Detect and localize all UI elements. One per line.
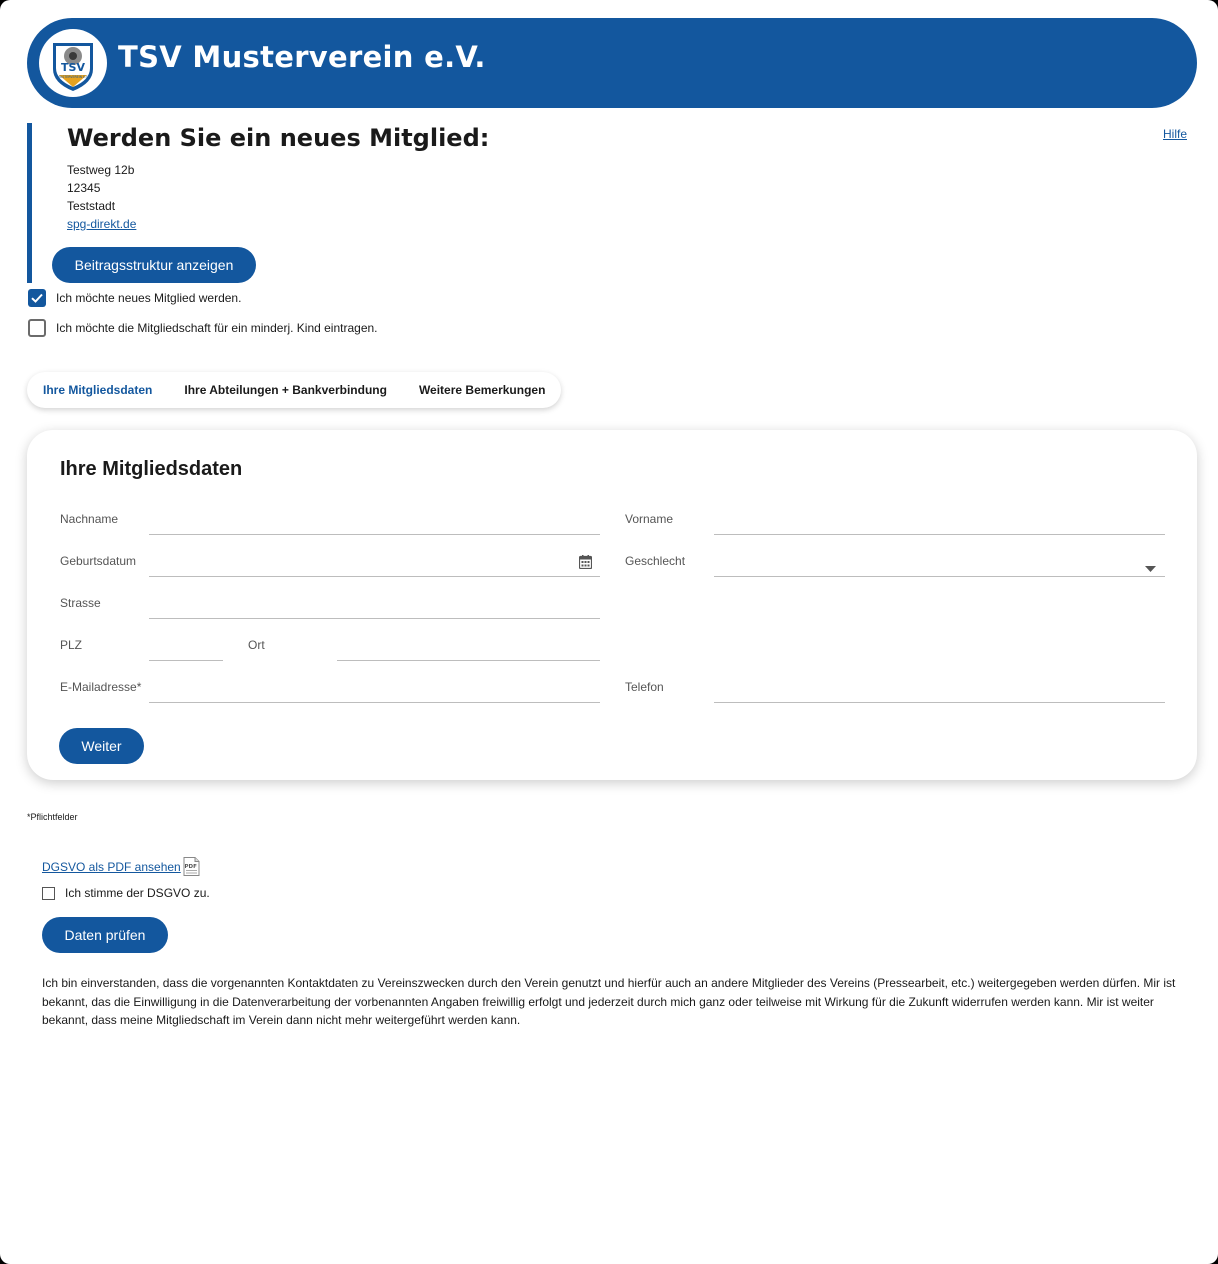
input-vorname[interactable] <box>714 534 1165 535</box>
website-link[interactable]: spg-direkt.de <box>67 217 137 231</box>
consent-text: Ich bin einverstanden, dass die vorgenannten Kontaktdaten zu Vereinszwecken durch den Verein genutzt und hierfür auch an andere Mitglieder des Vereins (Pressearbeit, etc.) weitergegeben werden dürfen. Mir ist bekannt, das die Einwilligung in die Datenverarbeitung der vorbenannten Angaben freiwillig erfolgt und jederzeit durch mich ganz oder teilweise mit Wirkung für die Zukunft widerrufen werden kann. Mir ist weiter bekannt, dass meine Mitgliedschaft im Verein dann nicht mehr weitergeführt werden kann. <box>42 976 1176 1027</box>
tab-departments-bank[interactable]: Ihre Abteilungen + Bankverbindung <box>184 383 387 397</box>
dsgvo-consent-row[interactable] <box>42 886 210 900</box>
label-strasse: Strasse <box>60 596 101 610</box>
input-plz[interactable] <box>149 660 223 661</box>
dsgvo-link-text[interactable]: DGSVO als PDF ansehen <box>42 859 181 874</box>
option-label: Ich möchte neues Mitglied werden. <box>56 291 242 305</box>
checkbox-unchecked[interactable] <box>28 319 46 337</box>
club-logo <box>39 29 107 97</box>
label-telefon: Telefon <box>625 680 664 694</box>
help-link[interactable]: Hilfe <box>1162 127 1187 141</box>
label-email: E-Mailadresse* <box>60 680 142 694</box>
label-ort: Ort <box>248 638 265 652</box>
dsgvo-checkbox-label: Ich stimme der DSGVO zu. <box>65 886 210 900</box>
dsgvo-pdf-link[interactable] <box>42 857 200 876</box>
address-street: Testweg 12b <box>67 163 135 177</box>
option-minor-child[interactable] <box>28 319 378 337</box>
form-title: Ihre Mitgliedsdaten <box>60 458 243 480</box>
label-plz: PLZ <box>60 638 83 652</box>
club-address <box>67 161 136 233</box>
select-geschlecht[interactable] <box>714 576 1165 577</box>
svg-text:MUSTERVEREIN E.V.: MUSTERVEREIN E.V. <box>57 75 89 79</box>
address-city: Teststadt <box>67 199 116 213</box>
dropdown-arrow-icon[interactable] <box>1145 559 1156 577</box>
option-label: Ich möchte die Mitgliedschaft für ein minderj. Kind eintragen. <box>56 321 378 335</box>
input-nachname[interactable] <box>149 534 600 535</box>
required-fields-note: *Pflichtfelder <box>27 812 78 822</box>
dsgvo-checkbox[interactable] <box>42 887 55 900</box>
next-button[interactable]: Weiter <box>59 728 144 764</box>
page-title: Werden Sie ein neues Mitglied: <box>67 124 490 152</box>
input-email[interactable] <box>149 702 600 703</box>
checkbox-checked[interactable] <box>28 289 46 307</box>
intro-accent-bar <box>27 123 32 283</box>
member-data-card <box>27 430 1197 780</box>
svg-text:PDF: PDF <box>184 864 197 870</box>
input-telefon[interactable] <box>714 702 1165 703</box>
label-geschlecht: Geschlecht <box>625 554 686 568</box>
calendar-icon[interactable] <box>579 555 592 574</box>
address-zip: 12345 <box>67 181 101 195</box>
option-new-member[interactable] <box>28 289 241 307</box>
pdf-icon <box>183 857 200 876</box>
input-ort[interactable] <box>337 660 600 661</box>
input-geburtsdatum[interactable] <box>149 576 600 577</box>
label-geburtsdatum: Geburtsdatum <box>60 554 137 568</box>
tab-remarks[interactable]: Weitere Bemerkungen <box>418 383 546 397</box>
label-nachname: Nachname <box>60 512 119 526</box>
fee-structure-button[interactable]: Beitragsstruktur anzeigen <box>52 247 256 283</box>
club-title: TSV Musterverein e.V. <box>118 40 486 74</box>
check-icon <box>30 291 44 305</box>
header-bar <box>27 18 1197 108</box>
svg-text:TSV: TSV <box>61 61 85 74</box>
check-data-button[interactable]: Daten prüfen <box>42 917 168 953</box>
input-strasse[interactable] <box>149 618 600 619</box>
tab-member-data[interactable]: Ihre Mitgliedsdaten <box>43 383 153 397</box>
label-vorname: Vorname <box>625 512 674 526</box>
step-tabs <box>27 372 561 408</box>
